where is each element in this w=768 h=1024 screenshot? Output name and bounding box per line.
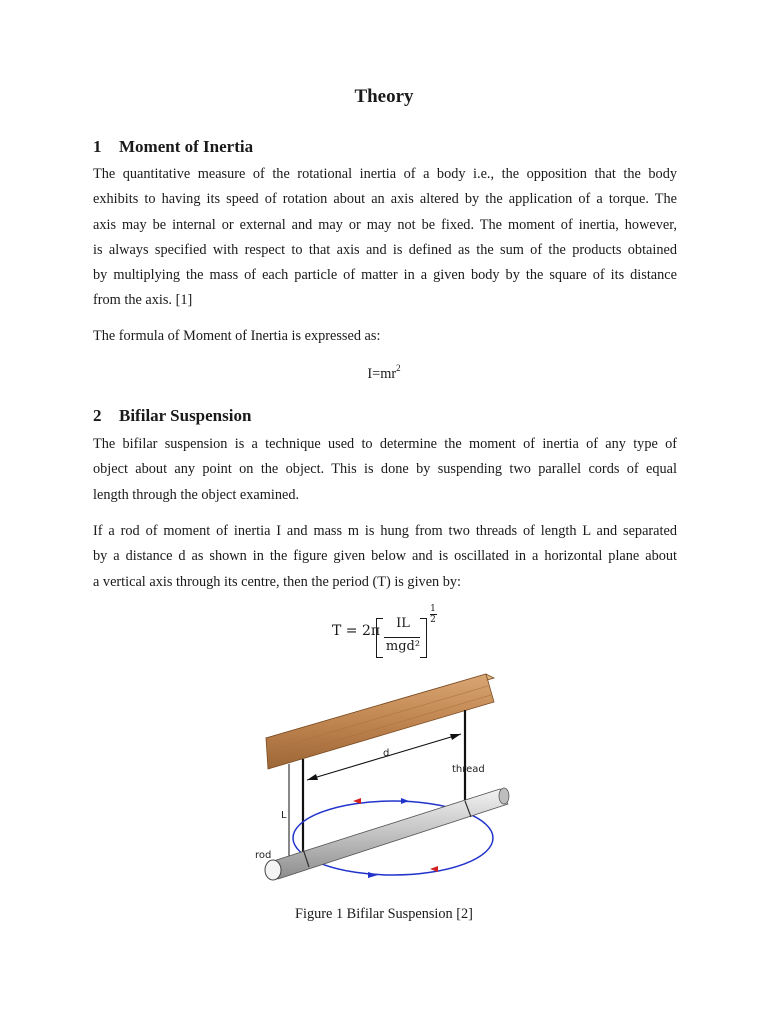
period-formula-exponent xyxy=(428,604,438,625)
section-title: Moment of Inertia xyxy=(119,137,254,156)
section-number: 1 xyxy=(93,137,102,156)
paragraph-line: object about any point on the object. This is done by suspending two parallel cords of equal xyxy=(93,461,677,478)
rod-end-right xyxy=(499,788,509,804)
section-heading-bifilar-suspension xyxy=(93,406,251,426)
orbit-arrow-red-bottom xyxy=(430,866,438,872)
inertia-formula-exponent: 2 xyxy=(396,363,401,373)
paragraph-line: a vertical axis through its centre, then the period (T) is given by: xyxy=(93,573,462,590)
paragraph-line: by multiplying the mass of each particle of matter in a given body by the square of its distance xyxy=(93,267,677,284)
paragraph-line: The quantitative measure of the rotational inertia of a body i.e., the opposition that the body xyxy=(93,166,677,182)
d-arrow-right xyxy=(450,734,461,740)
exponent-numerator: 1 xyxy=(430,604,436,614)
bifilar-paragraph-2 xyxy=(93,519,677,595)
paragraph-line: The bifilar suspension is a technique used to determine the moment of inertia of any type of xyxy=(93,436,677,452)
fraction-line xyxy=(384,637,420,638)
orbit-arrow-blue-top xyxy=(401,798,409,804)
rod-label: rod xyxy=(255,850,272,861)
paragraph-line: If a rod of moment of inertia I and mass m is hung from two threads of length L and separated xyxy=(93,523,677,539)
paragraph-line: from the axis. [1] xyxy=(93,292,193,309)
period-formula xyxy=(332,606,452,662)
period-formula-denominator: mgd² xyxy=(385,639,421,654)
period-formula-numerator: IL xyxy=(396,616,410,631)
section-title: Bifilar Suspension xyxy=(119,406,252,425)
section-heading-moment-of-inertia xyxy=(93,137,253,157)
formula-intro xyxy=(93,324,677,349)
inertia-formula-base: I=mr xyxy=(367,365,397,382)
period-formula-lhs: T = 2π xyxy=(332,623,381,639)
page-title: Theory xyxy=(354,86,414,107)
exponent-denominator: 2 xyxy=(430,615,436,625)
bifilar-suspension-figure xyxy=(250,668,510,890)
paragraph-line: length through the object examined. xyxy=(93,486,300,503)
paragraph-line: exhibits to having its speed of rotation about an axis altered by the application of a torque. The xyxy=(93,191,677,208)
rod-body xyxy=(270,789,508,879)
paragraph-line: is always specified with respect to that axis and is defined as the sum of the products obtained xyxy=(93,241,677,258)
d-arrow-left xyxy=(307,774,318,780)
rod-end-left xyxy=(265,860,281,880)
paragraph-line: axis may be internal or external and may or may not be fixed. The moment of inertia, however, xyxy=(93,216,677,233)
orbit-arrow-blue-bottom xyxy=(368,872,378,878)
formula-intro-text: The formula of Moment of Inertia is expressed as: xyxy=(93,328,381,344)
d-label: d xyxy=(383,748,390,759)
inertia-formula xyxy=(0,364,768,383)
beam-front xyxy=(266,674,494,769)
bifilar-diagram xyxy=(250,668,510,890)
bifilar-paragraph-1 xyxy=(93,432,677,508)
moment-of-inertia-paragraph xyxy=(93,162,677,314)
L-label: L xyxy=(281,810,287,821)
thread-label: thread xyxy=(452,764,485,775)
figure-caption: Figure 1 Bifilar Suspension [2] xyxy=(295,906,473,922)
section-number: 2 xyxy=(93,406,102,425)
right-bracket xyxy=(420,618,427,658)
paragraph-line: by a distance d as shown in the figure given below and is oscillated in a horizontal plane about xyxy=(93,548,677,565)
